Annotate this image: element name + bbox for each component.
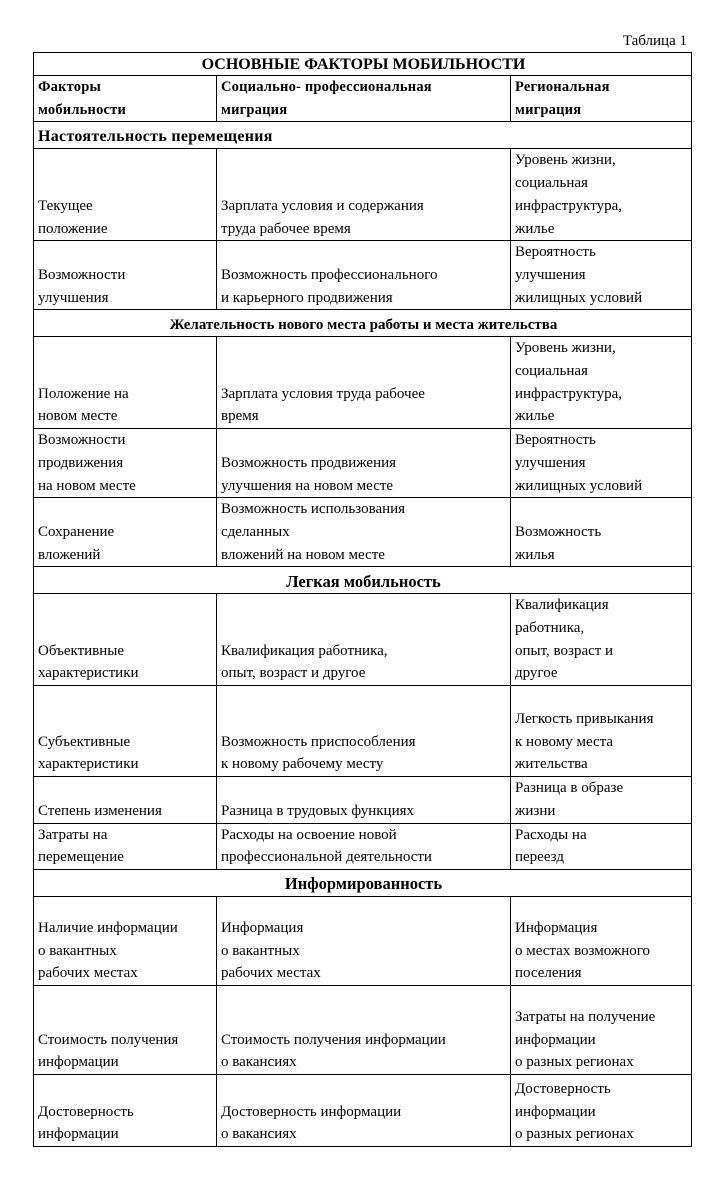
section-title: Легкая мобильность (34, 567, 692, 594)
social-cell: Стоимость получения информации о вакансиях (217, 985, 511, 1074)
social-cell: Достоверность информации о вакансиях (217, 1074, 511, 1146)
section-title: Информированность (34, 869, 692, 896)
factor-cell: Достоверность информации (34, 1074, 217, 1146)
table-title: ОСНОВНЫЕ ФАКТОРЫ МОБИЛЬНОСТИ (34, 53, 692, 76)
social-cell: Зарплата условия труда рабочее время (217, 337, 511, 429)
table-row (34, 896, 692, 985)
social-cell: Возможность использования сделанных вложений на новом месте (217, 498, 511, 567)
social-cell: Зарплата условия и содержания труда рабочее время (217, 149, 511, 241)
table-row (34, 498, 692, 567)
table-row (34, 429, 692, 498)
social-cell: Разница в трудовых функциях (217, 777, 511, 823)
section-title: Настоятельность перемещения (34, 122, 692, 149)
social-cell: Возможность продвижения улучшения на новом месте (217, 429, 511, 498)
factor-cell: Возможности продвижения на новом месте (34, 429, 217, 498)
mobility-factors-table (33, 52, 692, 1147)
header-row (34, 76, 692, 122)
table-row (34, 777, 692, 823)
social-cell: Возможность приспособления к новому рабочему месту (217, 686, 511, 777)
table-row (34, 823, 692, 869)
social-cell: Возможность профессионального и карьерного продвижения (217, 241, 511, 310)
social-cell: Квалификация работника, опыт, возраст и другое (217, 594, 511, 686)
regional-cell: Разница в образе жизни (511, 777, 692, 823)
regional-cell: Уровень жизни, социальная инфраструктура, жилье (511, 337, 692, 429)
header-factors: Факторы мобильности (34, 76, 217, 122)
factor-cell: Затраты на перемещение (34, 823, 217, 869)
regional-cell: Квалификация работника, опыт, возраст и другое (511, 594, 692, 686)
regional-cell: Вероятность улучшения жилищных условий (511, 241, 692, 310)
regional-cell: Расходы на переезд (511, 823, 692, 869)
table-row (34, 686, 692, 777)
table-row (34, 149, 692, 241)
table-row (34, 337, 692, 429)
factor-cell: Субъективные характеристики (34, 686, 217, 777)
factor-cell: Сохранение вложений (34, 498, 217, 567)
factor-cell: Стоимость получения информации (34, 985, 217, 1074)
table-caption: Таблица 1 (622, 33, 687, 49)
factor-cell: Степень изменения (34, 777, 217, 823)
table-row (34, 594, 692, 686)
factor-cell: Текущее положение (34, 149, 217, 241)
social-cell: Расходы на освоение новой профессиональной деятельности (217, 823, 511, 869)
regional-cell: Легкость привыкания к новому места жительства (511, 686, 692, 777)
table-row (34, 985, 692, 1074)
regional-cell: Уровень жизни, социальная инфраструктура, жилье (511, 149, 692, 241)
section-title: Желательность нового места работы и места жительства (34, 310, 692, 337)
regional-cell: Возможность жилья (511, 498, 692, 567)
regional-cell: Затраты на получение информации о разных регионах (511, 985, 692, 1074)
factor-cell: Возможности улучшения (34, 241, 217, 310)
regional-cell: Достоверность информации о разных регионах (511, 1074, 692, 1146)
factor-cell: Положение на новом месте (34, 337, 217, 429)
factor-cell: Наличие информации о вакантных рабочих местах (34, 896, 217, 985)
regional-cell: Вероятность улучшения жилищных условий (511, 429, 692, 498)
factor-cell: Объективные характеристики (34, 594, 217, 686)
table-row (34, 1074, 692, 1146)
social-cell: Информация о вакантных рабочих местах (217, 896, 511, 985)
table-row (34, 241, 692, 310)
header-regional: Региональная миграция (511, 76, 692, 122)
header-social-professional: Социально- профессиональная миграция (217, 76, 511, 122)
regional-cell: Информация о местах возможного поселения (511, 896, 692, 985)
